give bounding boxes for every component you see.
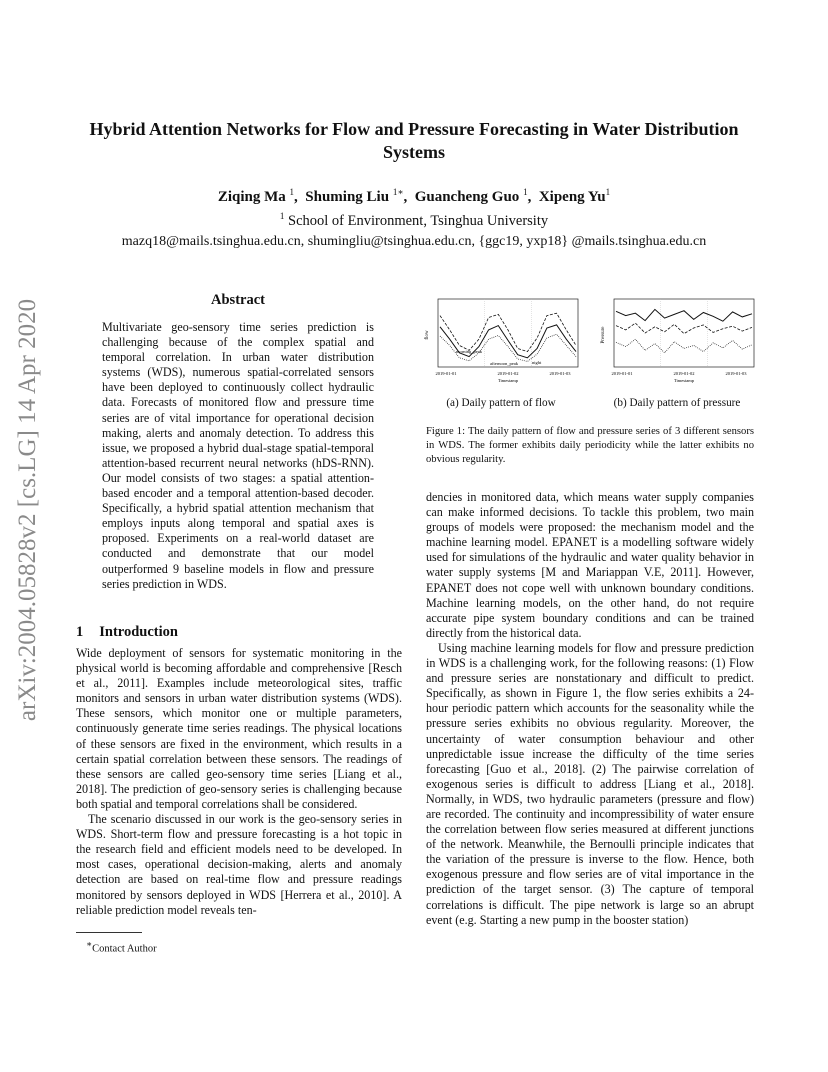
x-tick-label: 2019-01-03 <box>549 371 571 376</box>
paragraph: Using machine learning models for flow and pressure prediction in WDS is a challenging work, for the following reasons: (1) Flow and pressure series are nonstationary and difficult to predict. Specifically, as shown in Figure 1, the flow series exhibits a 24-hour periodic pattern which accounts for the seasonality while the pressure series exhibits no obvious regularity. Moreover, the uncertainty of water consumption behaviour and other unpredictable issue increase the difficulty of the time series forecasting [Guo et al., 2018]. (2) The pairwise correlation of exogenous series is difficult to address [Liang et al., 2018]. Normally, in WDS, two hydraulic parameters (pressure and flow) are recorded. The continuity and incompressibility of water ensure the correlation between flow series measured at different junctions of the network. Meanwhile, the Bernoulli principle indicates that the variation of the pressure is inverse to the flow. Hence, both exogenous pressure and flow series are of vital importance in the prediction of the target sensor. (3) The capture of temporal correlations is difficult. The pipe network is large so an abrupt event (e.g. Starting a new pump in the booster station) <box>426 640 754 927</box>
annotation-label: night <box>532 360 542 365</box>
author-name: Shuming Liu <box>305 189 390 205</box>
affiliation <box>80 211 748 230</box>
section-title: Introduction <box>99 624 178 640</box>
author-mark: 1 <box>289 187 295 197</box>
author-name: Ziqing Ma <box>217 189 286 205</box>
left-column-body <box>76 646 402 918</box>
footnote <box>86 939 157 955</box>
footnote-mark: ∗ <box>86 939 93 949</box>
author-mark: 1∗ <box>392 187 404 197</box>
section-heading <box>76 624 194 641</box>
footnote-rule <box>76 932 142 933</box>
author-mark: 1 <box>605 187 611 197</box>
x-tick-label: 2019-01-01 <box>435 371 457 376</box>
x-tick-label: 2019-01-01 <box>611 371 633 376</box>
plot-frame <box>614 299 754 367</box>
series-line <box>616 323 752 334</box>
right-column-body <box>426 490 754 928</box>
author-emails: mazq18@mails.tsinghua.edu.cn, shumingliu@tsinghua.edu.cn, {ggc19, yxp18} @mails.tsinghua.edu.cn <box>121 234 707 249</box>
x-axis-label: Timestamp <box>673 378 695 383</box>
subfigure-caption: (a) Daily pattern of flow <box>446 397 556 409</box>
x-tick-label: 2019-01-03 <box>725 371 747 376</box>
arxiv-identifier: arXiv:2004.05828v2 [cs.LG] 14 Apr 2020 <box>14 298 41 722</box>
annotation-label: morning_peak <box>456 349 482 354</box>
series-line <box>440 313 576 351</box>
x-tick-label: 2019-01-02 <box>673 371 695 376</box>
x-tick-label: 2019-01-02 <box>497 371 519 376</box>
paragraph: The scenario discussed in our work is the geo-sensory series in WDS. Short-term flow and pressure forecasting is a hot topic in the research field and efficient models need to be developed. In most cases, operational decision-making, alerts and anomaly detection are based on real-time flow and pressure readings monitored by sensors deployed in WDS [Herrera et al., 2010]. A reliable prediction model reveals ten- <box>76 812 402 917</box>
annotation-label: afternoon_peak <box>490 361 518 366</box>
subfigure-caption: (b) Daily pattern of pressure <box>613 397 741 409</box>
section-number: 1 <box>76 624 84 640</box>
author-name: Xipeng Yu <box>538 189 606 205</box>
y-axis-label: flow <box>425 330 430 340</box>
x-axis-label: Timestamp <box>497 378 519 383</box>
series-line <box>616 339 752 353</box>
figure-caption: Figure 1: The daily pattern of flow and pressure series of 3 different sensors in WDS. The former exhibits daily periodicity while the latter exhibits no obvious regularity. <box>426 426 754 465</box>
footnote-text: Contact Author <box>92 943 157 955</box>
affiliation-mark: 1 <box>279 211 285 221</box>
paragraph: Wide deployment of sensors for systematic monitoring in the physical world is becoming affordable and comprehensive [Resch et al., 2011]. Examples include meteorological sites, traffic monitors and sensors in urban water distribution systems (WDS). These sensors, which monitor one or multiple parameters, continuously generate time series readings. The physical locations of these sensors are fixed in the environment, which results in a certain spatial correlation between these sensors. The readings of these sensors are called geo-sensory time series [Liang et al., 2018]. The prediction of geo-sensory series is challenging because both spatial and temporal correlations shall be considered. <box>76 646 402 811</box>
author-list: Ziqing Ma $^1$, Shuming Liu $^{1∗}$, Guancheng Guo $^1$, Xipeng Yu$^1$ <box>217 187 611 205</box>
author-mark: 1 <box>523 187 528 197</box>
paper-title: Hybrid Attention Networks for Flow and Pressure Forecasting in Water Distribution Systems <box>89 119 739 162</box>
series-line <box>440 334 576 361</box>
author-name: Guancheng Guo <box>414 189 520 205</box>
paragraph: dencies in monitored data, which means water supply companies can make informed decisions. To tackle this problem, two main groups of models were proposed: the mechanism model and the machine learning model. EPANET is a modelling software widely used for simulations of the hydraulic and water quality behavior in water supply systems [M and Mariappan V.E, 2011]. However, EPANET does not cope well with unknown boundary conditions. Machine learning models, on the other hand, do not require accurate pipe system boundary conditions and can be trained directly from the historical data. <box>426 490 754 640</box>
series-line <box>616 309 752 321</box>
abstract-body: Multivariate geo-sensory time series prediction is challenging because of the complex spatial and temporal correlation. In urban water distribution systems (WDS), numerous spatial-correlated sensors have been deployed to continuously collect hydraulic data. Forecasts of monitored flow and pressure time series are of vital importance for operational decision making, alerts and anomaly detection. To address this issue, we proposed a hybrid dual-stage spatial-temporal attention-based recurrent neural networks (hDS-RNN). Our model consists of two stages: a spatial attention-based encoder and a temporal attention-based decoder. Specifically, a hybrid spatial attention mechanism that employs inputs along temporal and spatial axes is proposed. Experiments on a real-world dataset are conducted and demonstrate that our model outperformed 9 baseline models in flow and pressure series prediction in WDS. <box>102 320 374 591</box>
affiliation-text: School of Environment, Tsinghua University <box>288 212 549 229</box>
abstract-heading: Abstract <box>211 292 265 308</box>
y-axis-label: Pressure <box>601 326 606 344</box>
figure-flow-chart <box>420 295 582 387</box>
figure-pressure-chart <box>596 295 758 387</box>
